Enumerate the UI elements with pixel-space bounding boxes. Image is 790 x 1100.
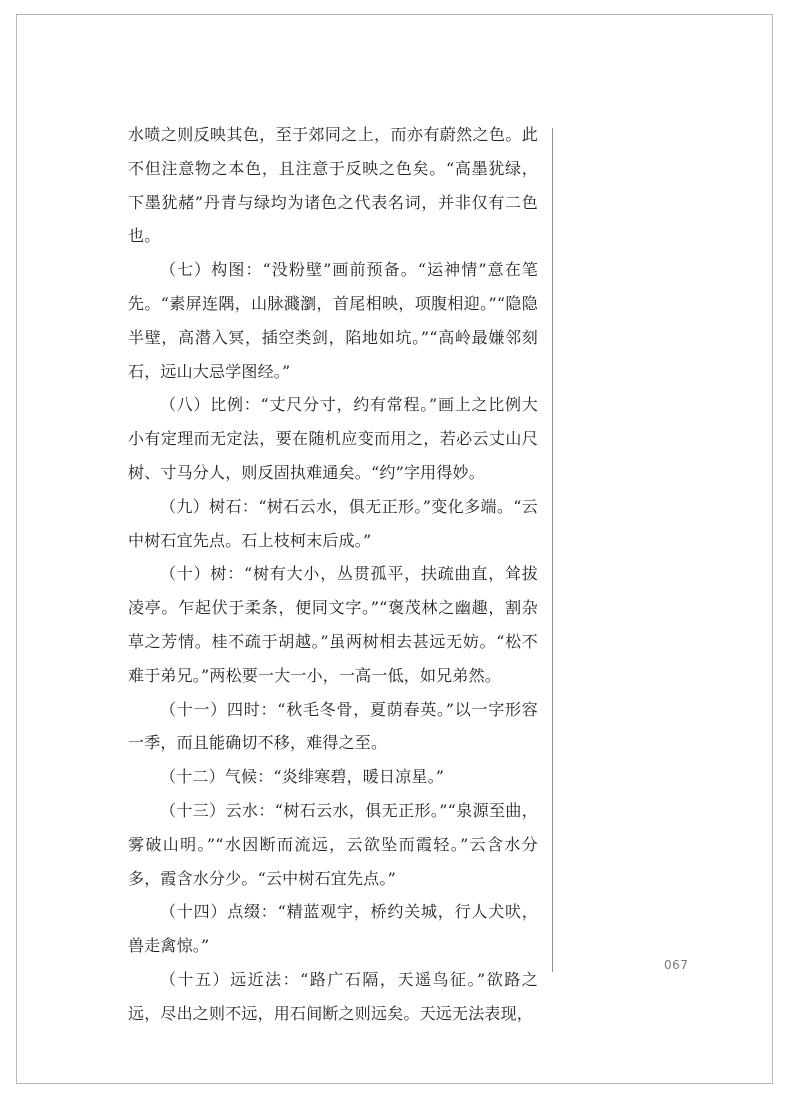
paragraph-proportion: （八）比例：“丈尺分寸，约有常程。”画上之比例大小有定理而无定法，要在随机应变而用之，若必云丈山尺树、寸马分人，则反固执难通矣。“约”字用得妙。 xyxy=(128,395,538,482)
paragraph-seasons: （十一）四时：“秋毛冬骨，夏荫春英。”以一字形容一季，而且能确切不移，难得之至。 xyxy=(128,699,538,753)
paragraph-trees: （十）树：“树有大小，丛贯孤平，扶疏曲直，耸拔凌亭。乍起伏于柔条，便同文字。”“褒茂林之幽趣，割杂草之芳情。桂不疏于胡越。”虽两树相去甚远无妨。“松不难于弟兄。”两松要一大一小，一高一低，如兄弟然。 xyxy=(128,564,538,685)
paragraph-composition: （七）构图：“没粉壁”画前预备。“运神情”意在笔先。“素屏连隅，山脉濺瀏，首尾相映，项腹相迎。”“隐隐半壁，高潜入冥，插空类剑，陷地如坑。”“高岭最嫌邻刻石，远山大忌学图经。” xyxy=(128,260,538,381)
page-number: 067 xyxy=(664,958,689,972)
paragraph-clouds-water: （十三）云水：“树石云水，俱无正形。”“泉源至曲，雾破山明。”“水因断而流远，云欲坠而霞轻。”云含水分多，霞含水分少。“云中树石宜先点。” xyxy=(128,800,538,888)
body-text xyxy=(128,118,538,1031)
paragraph-climate: （十二）气候：“炎绯寒碧，暖日凉星。” xyxy=(160,767,445,787)
paragraph-continuation: 水喷之则反映其色，至于郊同之上，而亦有蔚然之色。此不但注意物之本色，且注意于反映之色矣。“高墨犹绿，下墨犹赭”丹青与绿均为诸色之代表名词，并非仅有二色也。 xyxy=(128,125,538,246)
paragraph-trees-rocks: （九）树石：“树石云水，俱无正形。”变化多端。“云中树石宜先点。石上枝柯末后成。” xyxy=(128,496,538,550)
paragraph-perspective: （十五）远近法：“路广石隔，天遥鸟征。”欲路之远，尽出之则不远，用石间断之则远矣。天远无法表现， xyxy=(128,969,538,1023)
vertical-rule xyxy=(552,128,553,972)
paragraph-embellishment: （十四）点缀：“精蓝观宇，桥约关城，行人犬吠，兽走禽惊。” xyxy=(128,902,538,956)
